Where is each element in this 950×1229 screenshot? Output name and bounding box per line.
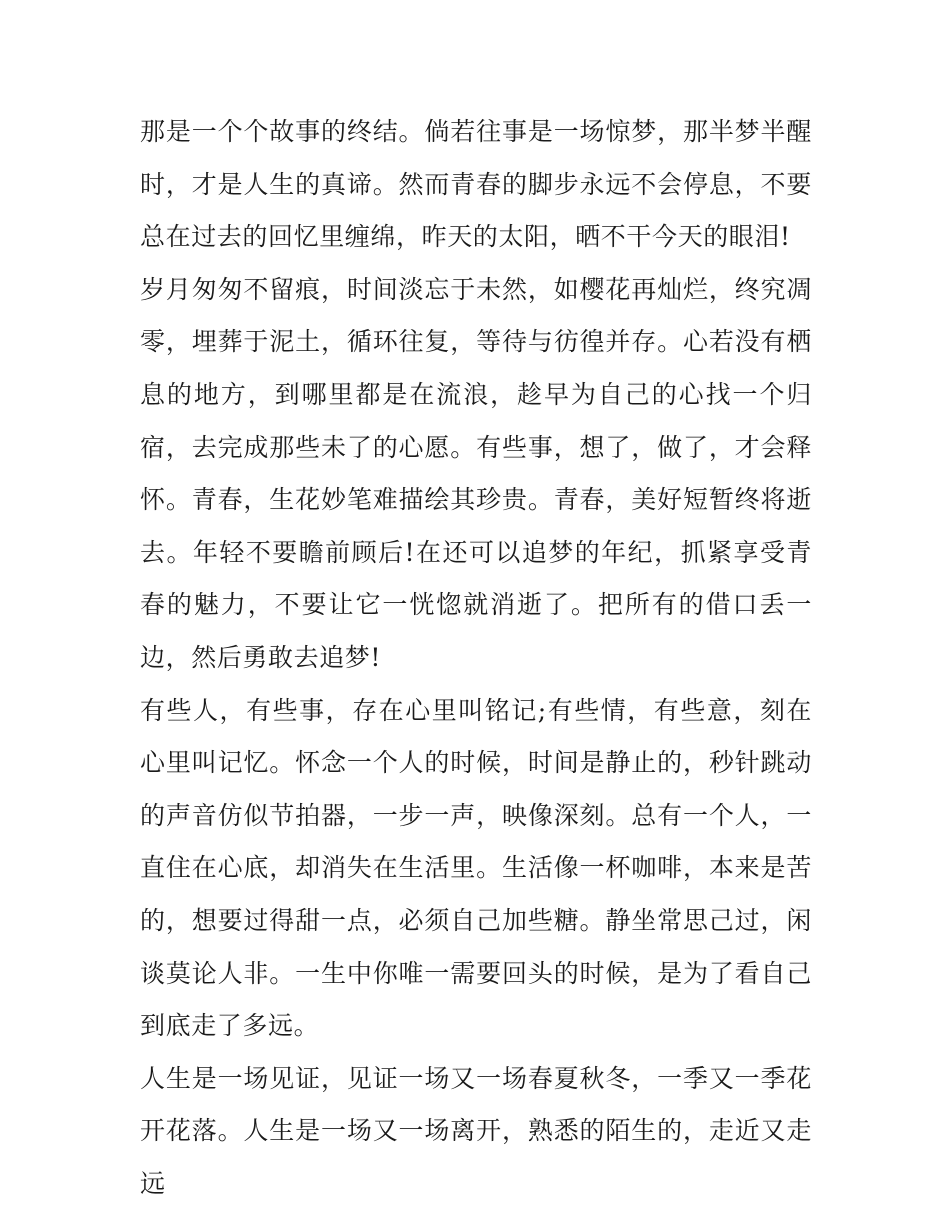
paragraph-4: 人生是一场见证，见证一场又一场春夏秋冬，一季又一季花开花落。人生是一场又一场离开，熟悉的陌生的，走近又走远 <box>140 1063 812 1198</box>
paragraph-3: 有些人，有些事，存在心里叫铭记;有些情，有些意，刻在心里叫记忆。怀念一个人的时候，时间是静止的，秒针跳动的声音仿似节拍器，一步一声，映像深刻。总有一个人，一直住在心底，却消失在生活里。生活像一杯咖啡，本来是苦的，想要过得甜一点，必须自己加些糖。静坐常思己过，闲谈莫论人非。一生中你唯一需要回头的时候，是为了看自己到底走了多远。 <box>140 695 812 1041</box>
paragraph-1: 那是一个个故事的终结。倘若往事是一场惊梦，那半梦半醒时，才是人生的真谛。然而青春的脚步永远不会停息，不要总在过去的回忆里缠绵，昨天的太阳，晒不干今天的眼泪! <box>140 117 812 252</box>
document-body <box>140 106 812 1210</box>
paragraph-2: 岁月匆匆不留痕，时间淡忘于未然，如樱花再灿烂，终究凋零，埋葬于泥土，循环往复，等待与彷徨并存。心若没有栖息的地方，到哪里都是在流浪，趁早为自己的心找一个归宿，去完成那些未了的心愿。有些事，想了，做了，才会释怀。青春，生花妙笔难描绘其珍贵。青春，美好短暂终将逝去。年轻不要瞻前顾后!在还可以追梦的年纪，抓紧享受青春的魅力，不要让它一恍惚就消逝了。把所有的借口丢一边，然后勇敢去追梦! <box>140 274 812 672</box>
